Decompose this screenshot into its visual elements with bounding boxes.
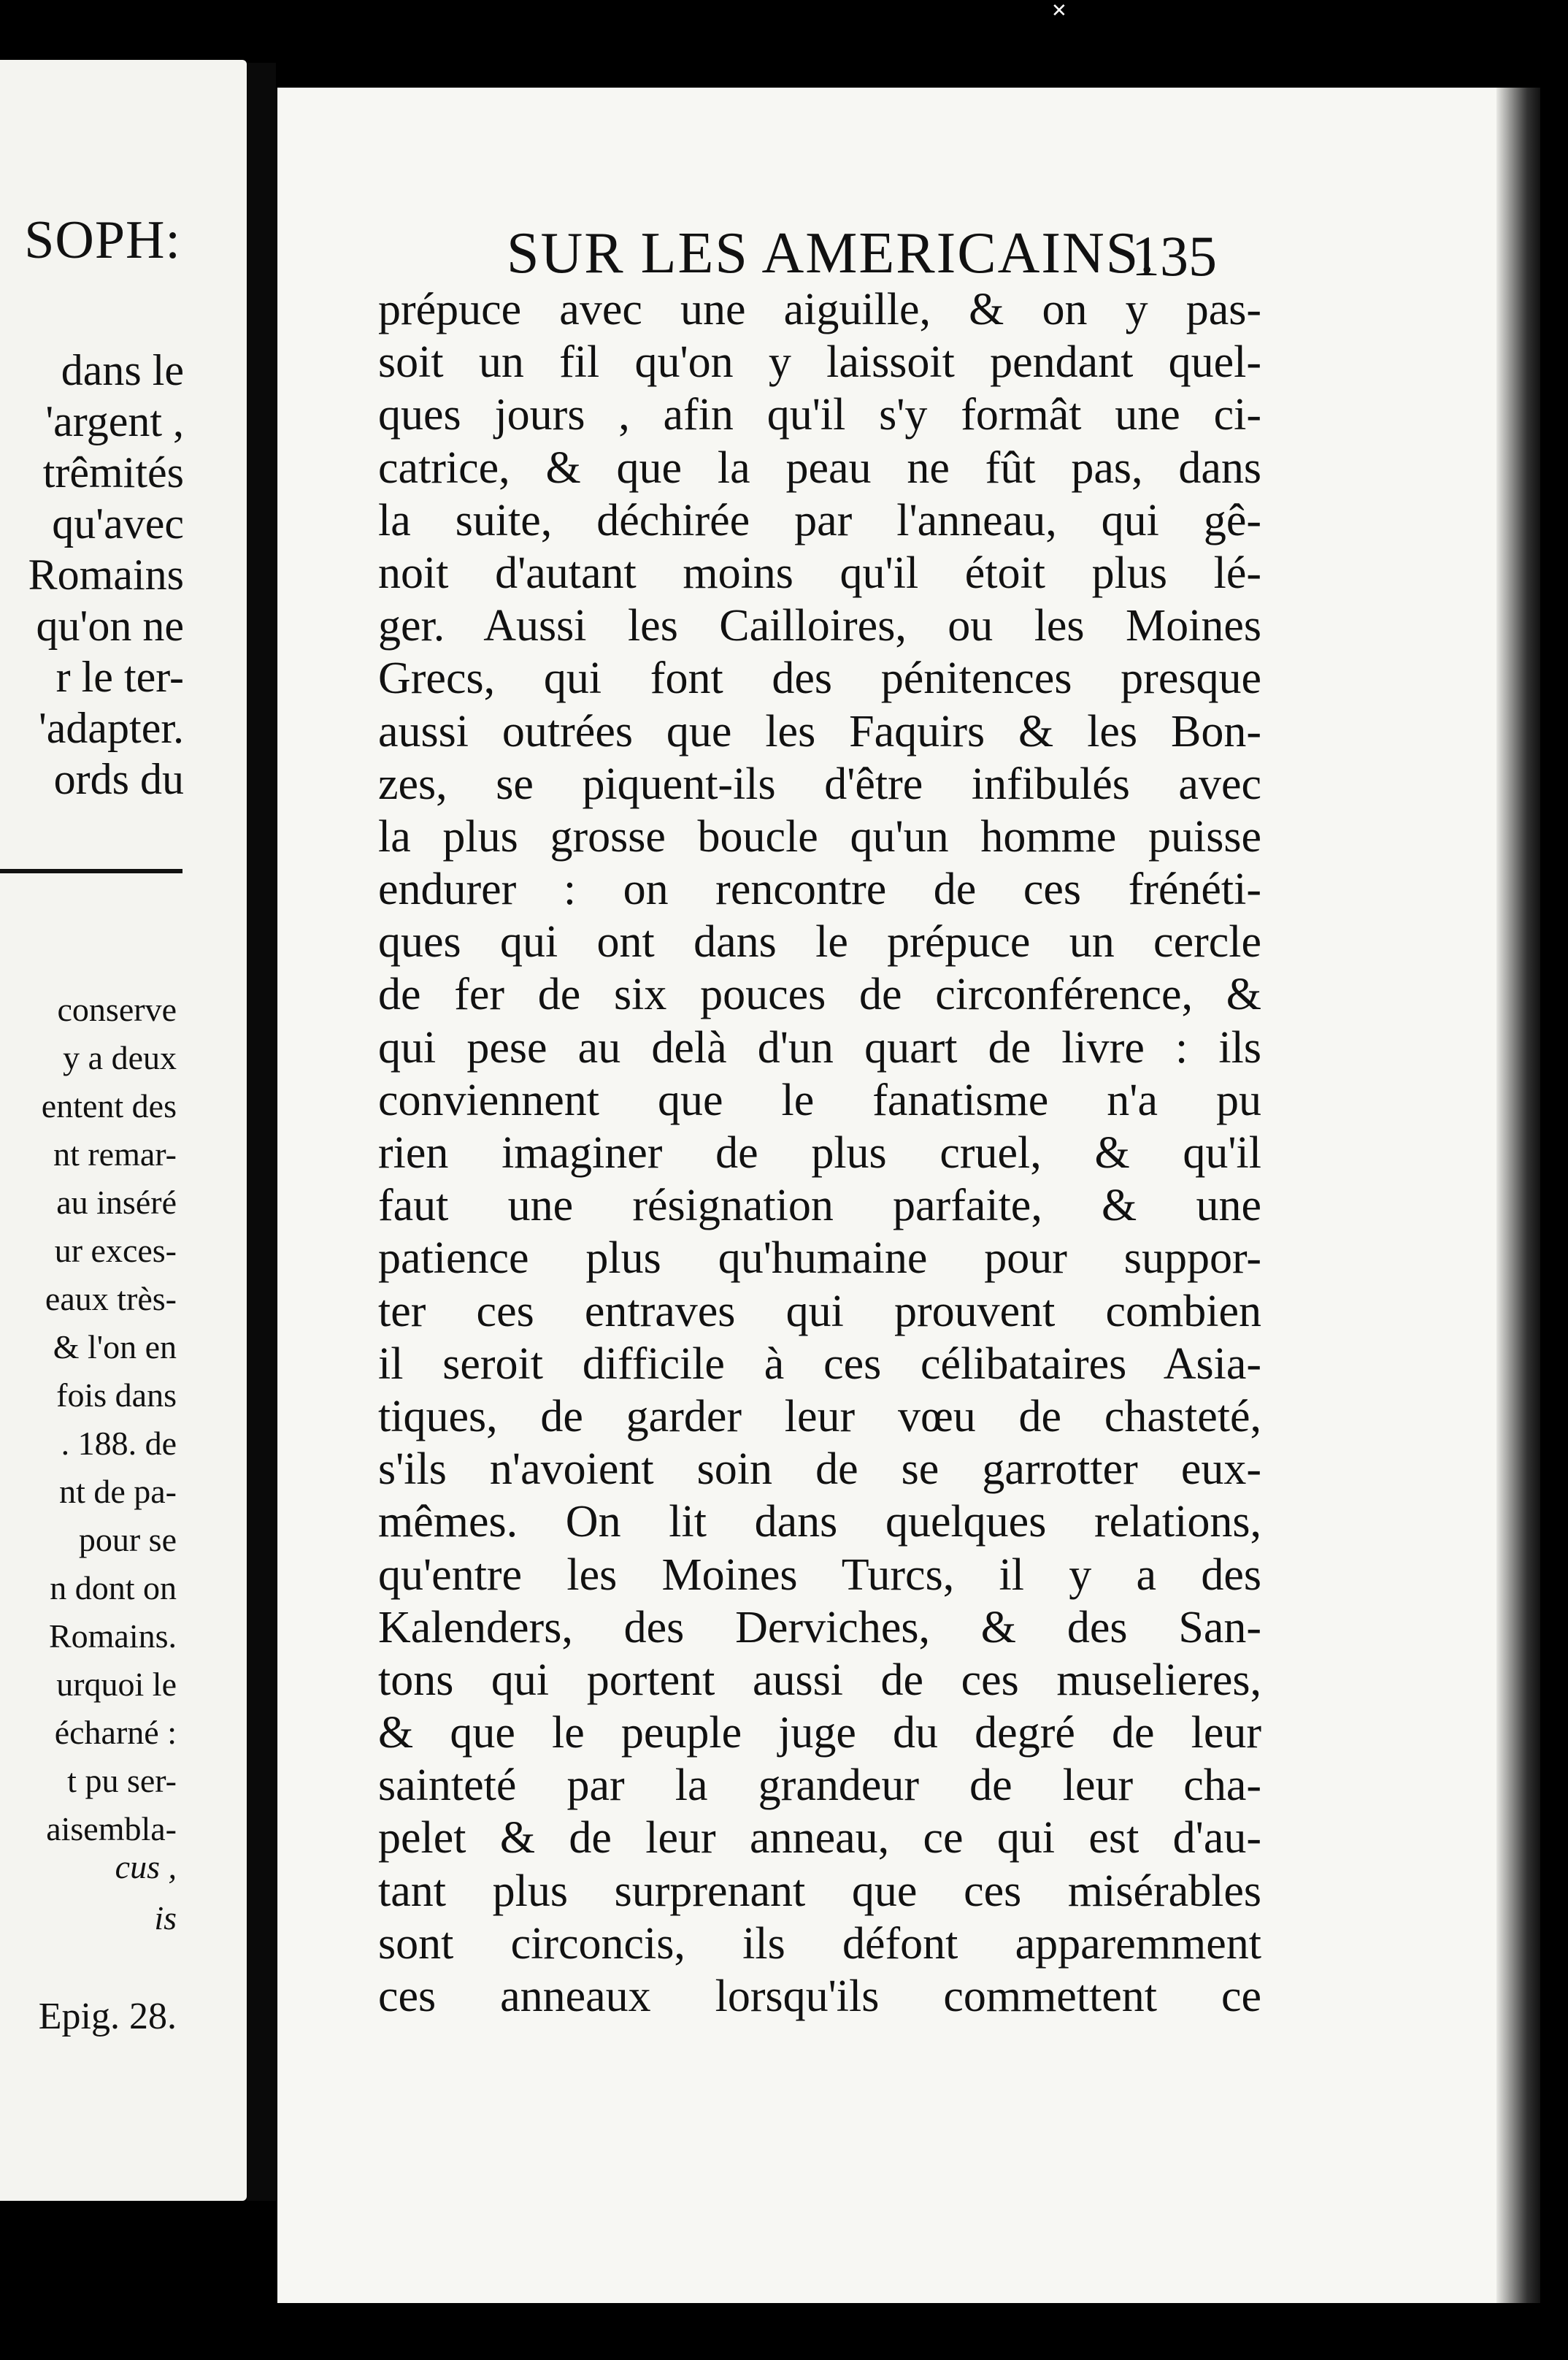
left-footnote: cus , xyxy=(115,1848,177,1885)
left-note-line: y a deux xyxy=(63,1039,177,1076)
left-note-line: écharné : xyxy=(54,1714,177,1751)
left-note-line: eaux très- xyxy=(45,1280,177,1317)
left-footnote: is xyxy=(154,1899,177,1936)
text-line: la suite, déchirée par l'anneau, qui gê- xyxy=(378,495,1261,545)
left-note-line: Romains. xyxy=(48,1617,177,1655)
text-line: tiques, de garder leur vœu de chasteté, xyxy=(378,1391,1261,1441)
left-text-line: ords du xyxy=(53,755,184,803)
text-line: ques qui ont dans le prépuce un cercle xyxy=(378,917,1261,968)
text-line: & que le peuple juge du degré de leur xyxy=(378,1708,1261,1758)
text-line: ces anneaux lorsqu'ils commettent ce xyxy=(378,1972,1261,2021)
text-line: il seroit difficile à ces célibataires Asia- xyxy=(378,1338,1261,1389)
text-line: s'ils n'avoient soin de se garrotter eux- xyxy=(378,1444,1261,1495)
left-footnote-epig: Epig. 28. xyxy=(38,1996,177,2037)
right-page xyxy=(277,88,1540,2303)
left-note-line: entent des xyxy=(41,1087,177,1125)
left-note-line: conserve xyxy=(57,991,177,1028)
left-text-line: qu'on ne xyxy=(36,602,184,650)
left-note-line: nt de pa- xyxy=(59,1473,177,1510)
text-line: Grecs, qui font des pénitences presque xyxy=(378,654,1261,704)
left-text-line: trêmités xyxy=(42,448,184,497)
left-page xyxy=(0,60,247,2201)
text-line: la plus grosse boucle qu'un homme puisse xyxy=(378,811,1261,862)
text-line: ger. Aussi les Cailloires, ou les Moines xyxy=(378,601,1261,651)
left-text-line: dans le xyxy=(61,346,184,394)
left-note-line: t pu ser- xyxy=(67,1762,177,1799)
text-line: catrice, & que la peau ne fût pas, dans xyxy=(378,442,1261,493)
left-note-line: pour se xyxy=(78,1521,177,1558)
frame-mark: ✕ xyxy=(1051,0,1067,21)
text-line: mêmes. On lit dans quelques relations, xyxy=(378,1497,1261,1547)
text-line: ques jours , afin qu'il s'y formât une ci- xyxy=(378,390,1261,440)
left-note-line: aisembla- xyxy=(46,1810,177,1847)
left-text-line: qu'avec xyxy=(52,499,184,548)
text-line: tons qui portent aussi de ces muselieres, xyxy=(378,1655,1261,1705)
text-line: ter ces entraves qui prouvent combien xyxy=(378,1286,1261,1336)
left-running-head: SOPH: xyxy=(24,210,181,270)
left-text-line: 'adapter. xyxy=(38,704,184,752)
text-line: conviennent que le fanatisme n'a pu xyxy=(378,1075,1261,1125)
text-line: tant plus surprenant que ces misérables xyxy=(378,1866,1261,1916)
left-text-block xyxy=(28,345,184,805)
left-note-block xyxy=(42,986,177,1853)
text-line: sainteté par la grandeur de leur cha- xyxy=(378,1761,1261,1811)
left-note-line: & l'on en xyxy=(53,1328,177,1365)
text-line: sont circoncis, ils défont apparemment xyxy=(378,1918,1261,1969)
body-text xyxy=(378,283,1261,2023)
page-number: 135 xyxy=(1131,224,1217,288)
footnote-rule xyxy=(0,869,182,873)
text-line: prépuce avec une aiguille, & on y pas- xyxy=(378,285,1261,334)
left-note-line: fois dans xyxy=(56,1376,177,1414)
running-head: SUR LES AMERICAINS. xyxy=(507,221,1156,286)
text-line: faut une résignation parfaite, & une xyxy=(378,1181,1261,1231)
text-line: de fer de six pouces de circonférence, & xyxy=(378,970,1261,1020)
text-line: soit un fil qu'on y laissoit pendant quel- xyxy=(378,337,1261,388)
text-line: rien imaginer de plus cruel, & qu'il xyxy=(378,1128,1261,1178)
left-note-line: au inséré xyxy=(56,1184,177,1221)
text-line: Kalenders, des Derviches, & des San- xyxy=(378,1602,1261,1652)
left-text-line: 'argent , xyxy=(45,397,184,445)
text-line: qui pese au delà d'un quart de livre : ils xyxy=(378,1022,1261,1073)
left-note-line: urquoi le xyxy=(56,1666,177,1703)
left-text-line: Romains xyxy=(28,551,184,599)
text-line: pelet & de leur anneau, ce qui est d'au- xyxy=(378,1813,1261,1863)
left-note-line: n dont on xyxy=(50,1569,177,1606)
page-edge-shadow xyxy=(1496,88,1540,2303)
text-line: zes, se piquent-ils d'être infibulés avec xyxy=(378,759,1261,809)
left-note-line: ur exces- xyxy=(54,1232,177,1269)
text-line: patience plus qu'humaine pour suppor- xyxy=(378,1233,1261,1284)
text-line: aussi outrées que les Faquirs & les Bon- xyxy=(378,706,1261,756)
text-line: endurer : on rencontre de ces frénéti- xyxy=(378,865,1261,915)
text-line: noit d'autant moins qu'il étoit plus lé- xyxy=(378,548,1261,598)
left-text-line: r le ter- xyxy=(55,653,184,701)
book-gutter xyxy=(247,63,276,2201)
left-note-line: . 188. de xyxy=(61,1425,177,1462)
left-note-line: nt remar- xyxy=(53,1135,177,1173)
text-line: qu'entre les Moines Turcs, il y a des xyxy=(378,1549,1261,1600)
